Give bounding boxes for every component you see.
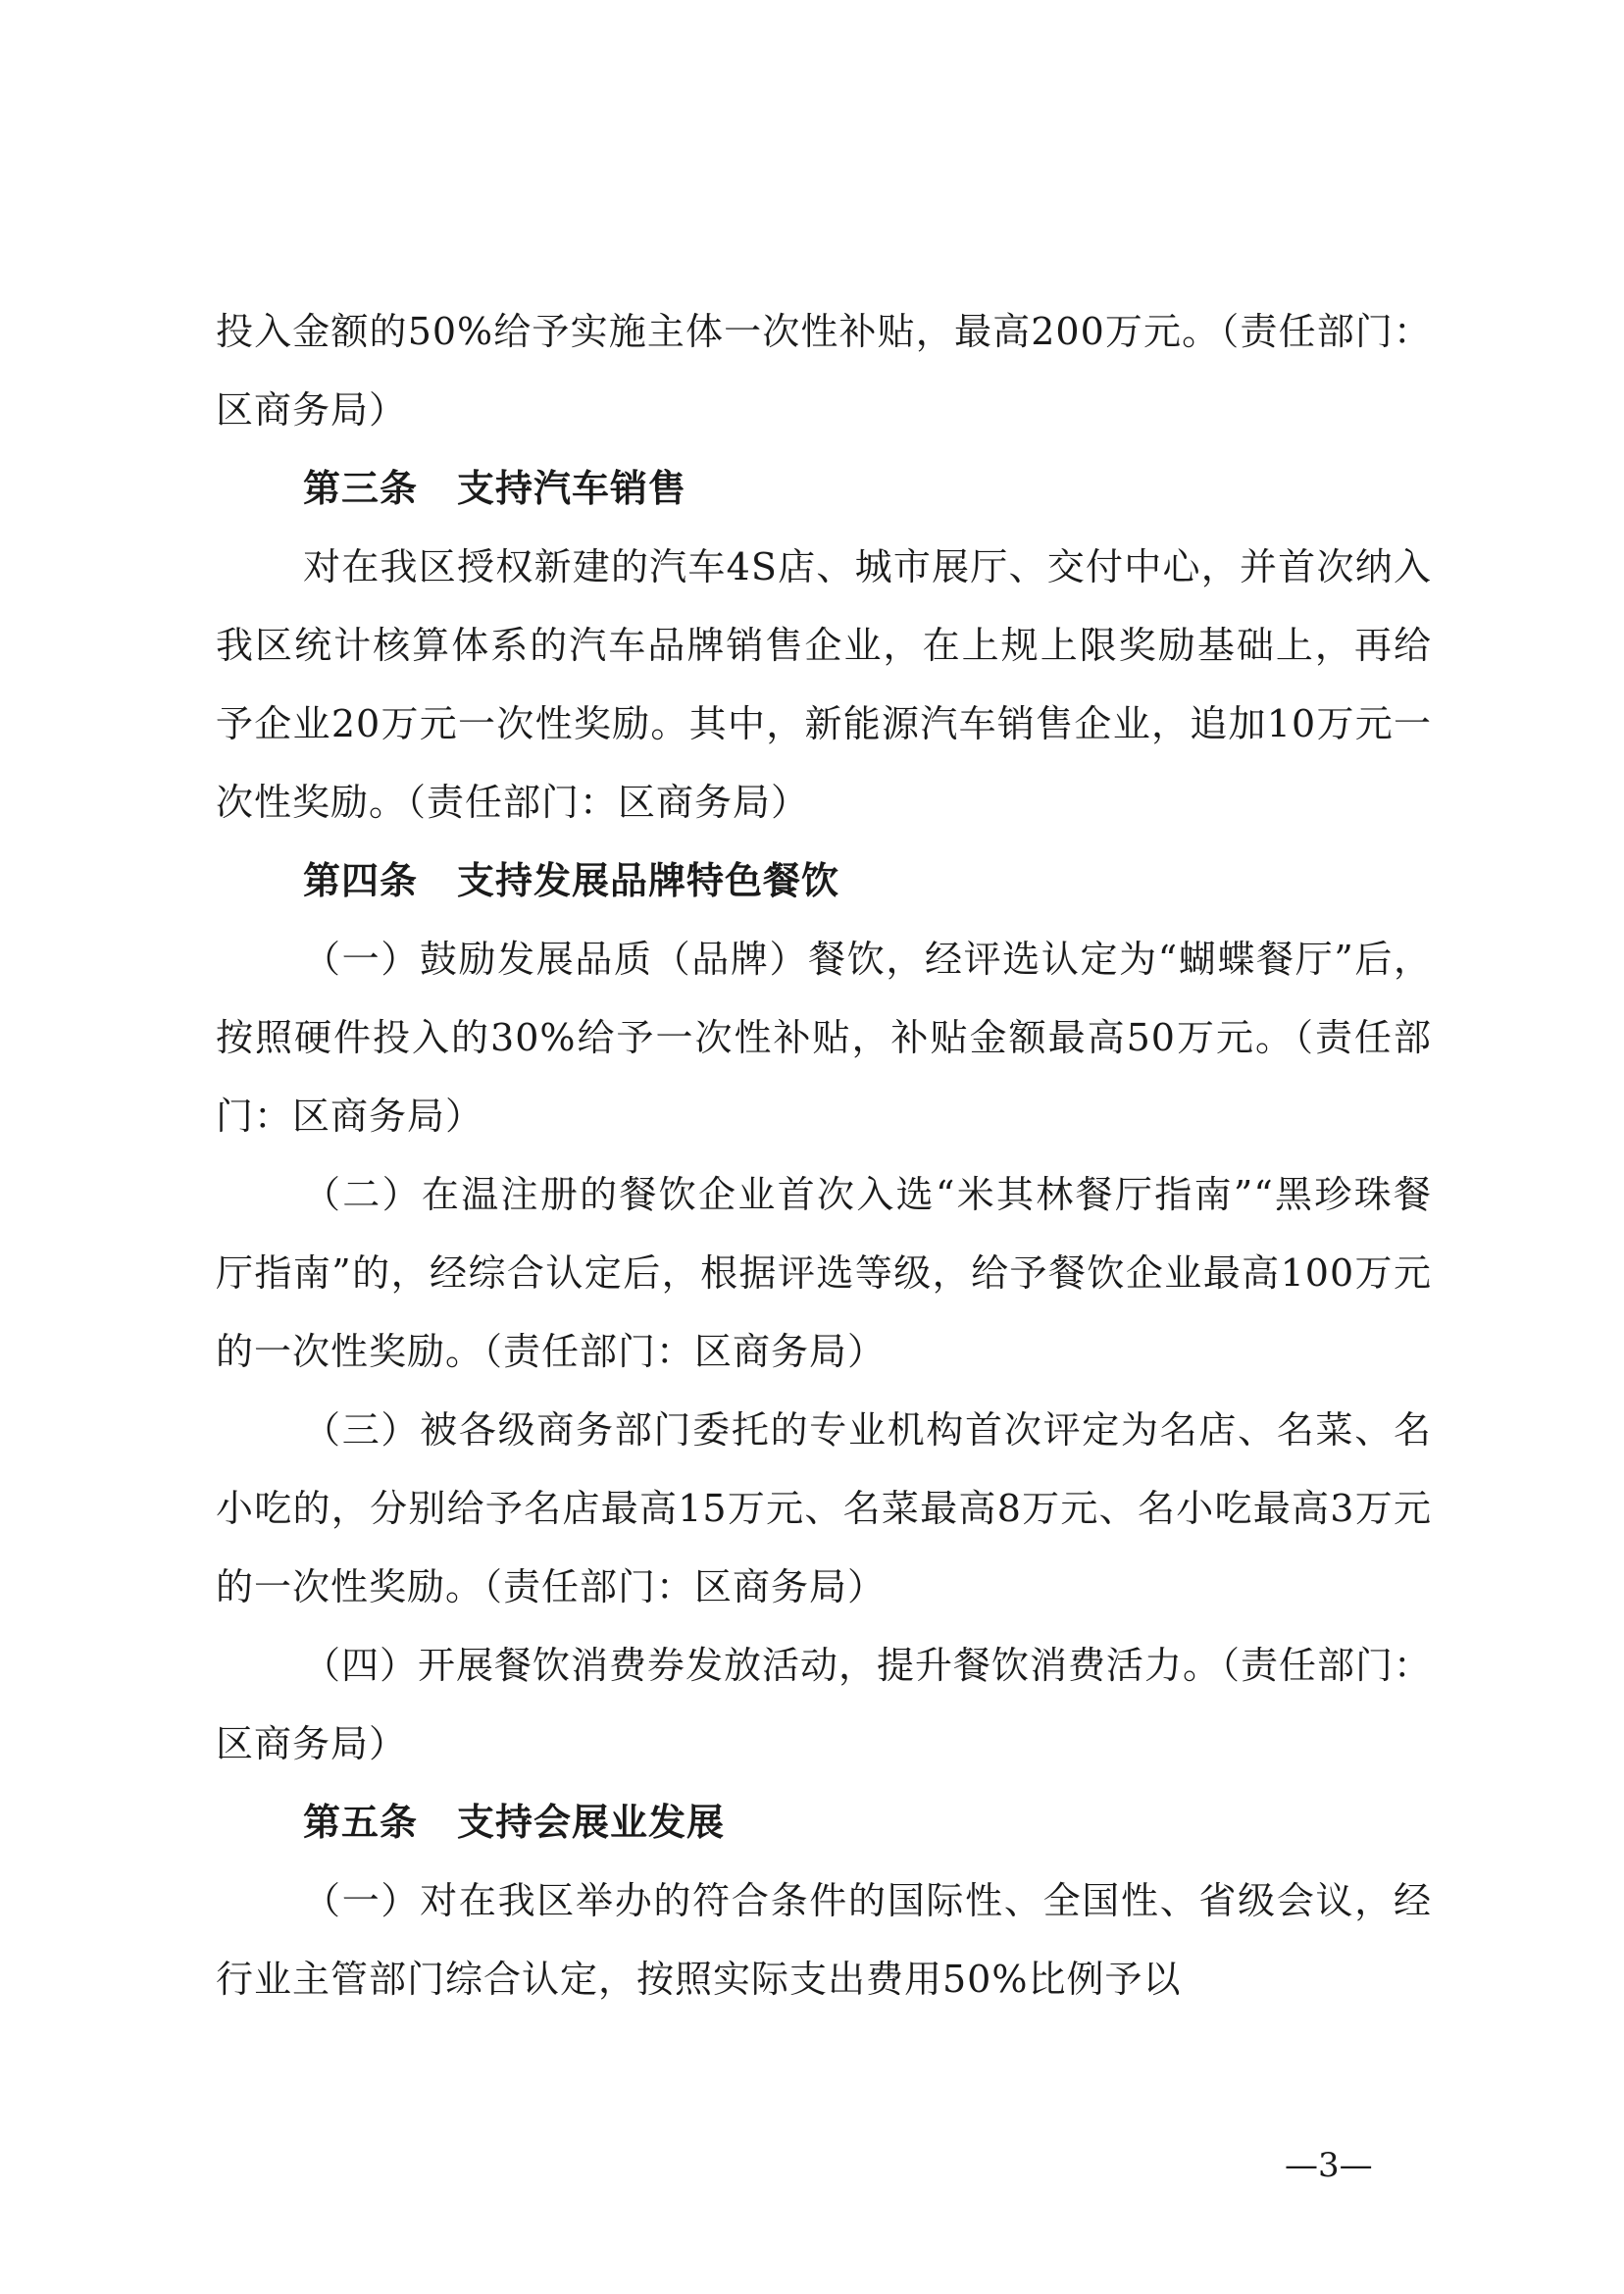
page-number: —3— (1285, 2146, 1373, 2185)
paragraph-continuation: 投入金额的50%给予实施主体一次性补贴，最高200万元。（责任部门：区商务局） (216, 310, 1432, 432)
article-number: 第三条 (303, 466, 419, 510)
paragraph-item-4: （四）开展餐饮消费券发放活动，提升餐饮消费活力。（责任部门：区商务局） (216, 1644, 1433, 1765)
article-number: 第五条 (303, 1800, 419, 1844)
article-number: 第四条 (303, 858, 419, 902)
article-heading-5 (216, 1783, 1432, 1861)
article-title: 支持发展品牌特色餐饮 (457, 858, 840, 902)
article-title: 支持会展业发展 (457, 1800, 726, 1844)
article-heading-4 (216, 841, 1432, 920)
article-heading-3 (216, 449, 1432, 528)
document-body (216, 292, 1432, 2018)
paragraph-item-2: （二）在温注册的餐饮企业首次入选“米其林餐厅指南”“黑珍珠餐厅指南”的，经综合认定后，根据评选等级，给予餐饮企业最高100万元的一次性奖励。（责任部门：区商务局） (216, 1173, 1432, 1373)
article-title: 支持汽车销售 (457, 466, 687, 510)
paragraph-item-1: （一）鼓励发展品质（品牌）餐饮，经评选认定为“蝴蝶餐厅”后，按照硬件投入的30%给予一次性补贴，补贴金额最高50万元。（责任部门：区商务局） (216, 938, 1432, 1138)
paragraph-item-3: （三）被各级商务部门委托的专业机构首次评定为名店、名菜、名小吃的，分别给予名店最高15万元、名菜最高8万元、名小吃最高3万元的一次性奖励。（责任部门：区商务局） (216, 1408, 1432, 1608)
paragraph-car-sales: 对在我区授权新建的汽车4S店、城市展厅、交付中心，并首次纳入我区统计核算体系的汽车品牌销售企业，在上规上限奖励基础上，再给予企业20万元一次性奖励。其中，新能源汽车销售企业，追加10万元一次性奖励。（责任部门：区商务局） (216, 545, 1432, 824)
paragraph-exhibition-1: （一）对在我区举办的符合条件的国际性、全国性、省级会议，经行业主管部门综合认定，按照实际支出费用50%比例予以 (216, 1879, 1432, 2001)
